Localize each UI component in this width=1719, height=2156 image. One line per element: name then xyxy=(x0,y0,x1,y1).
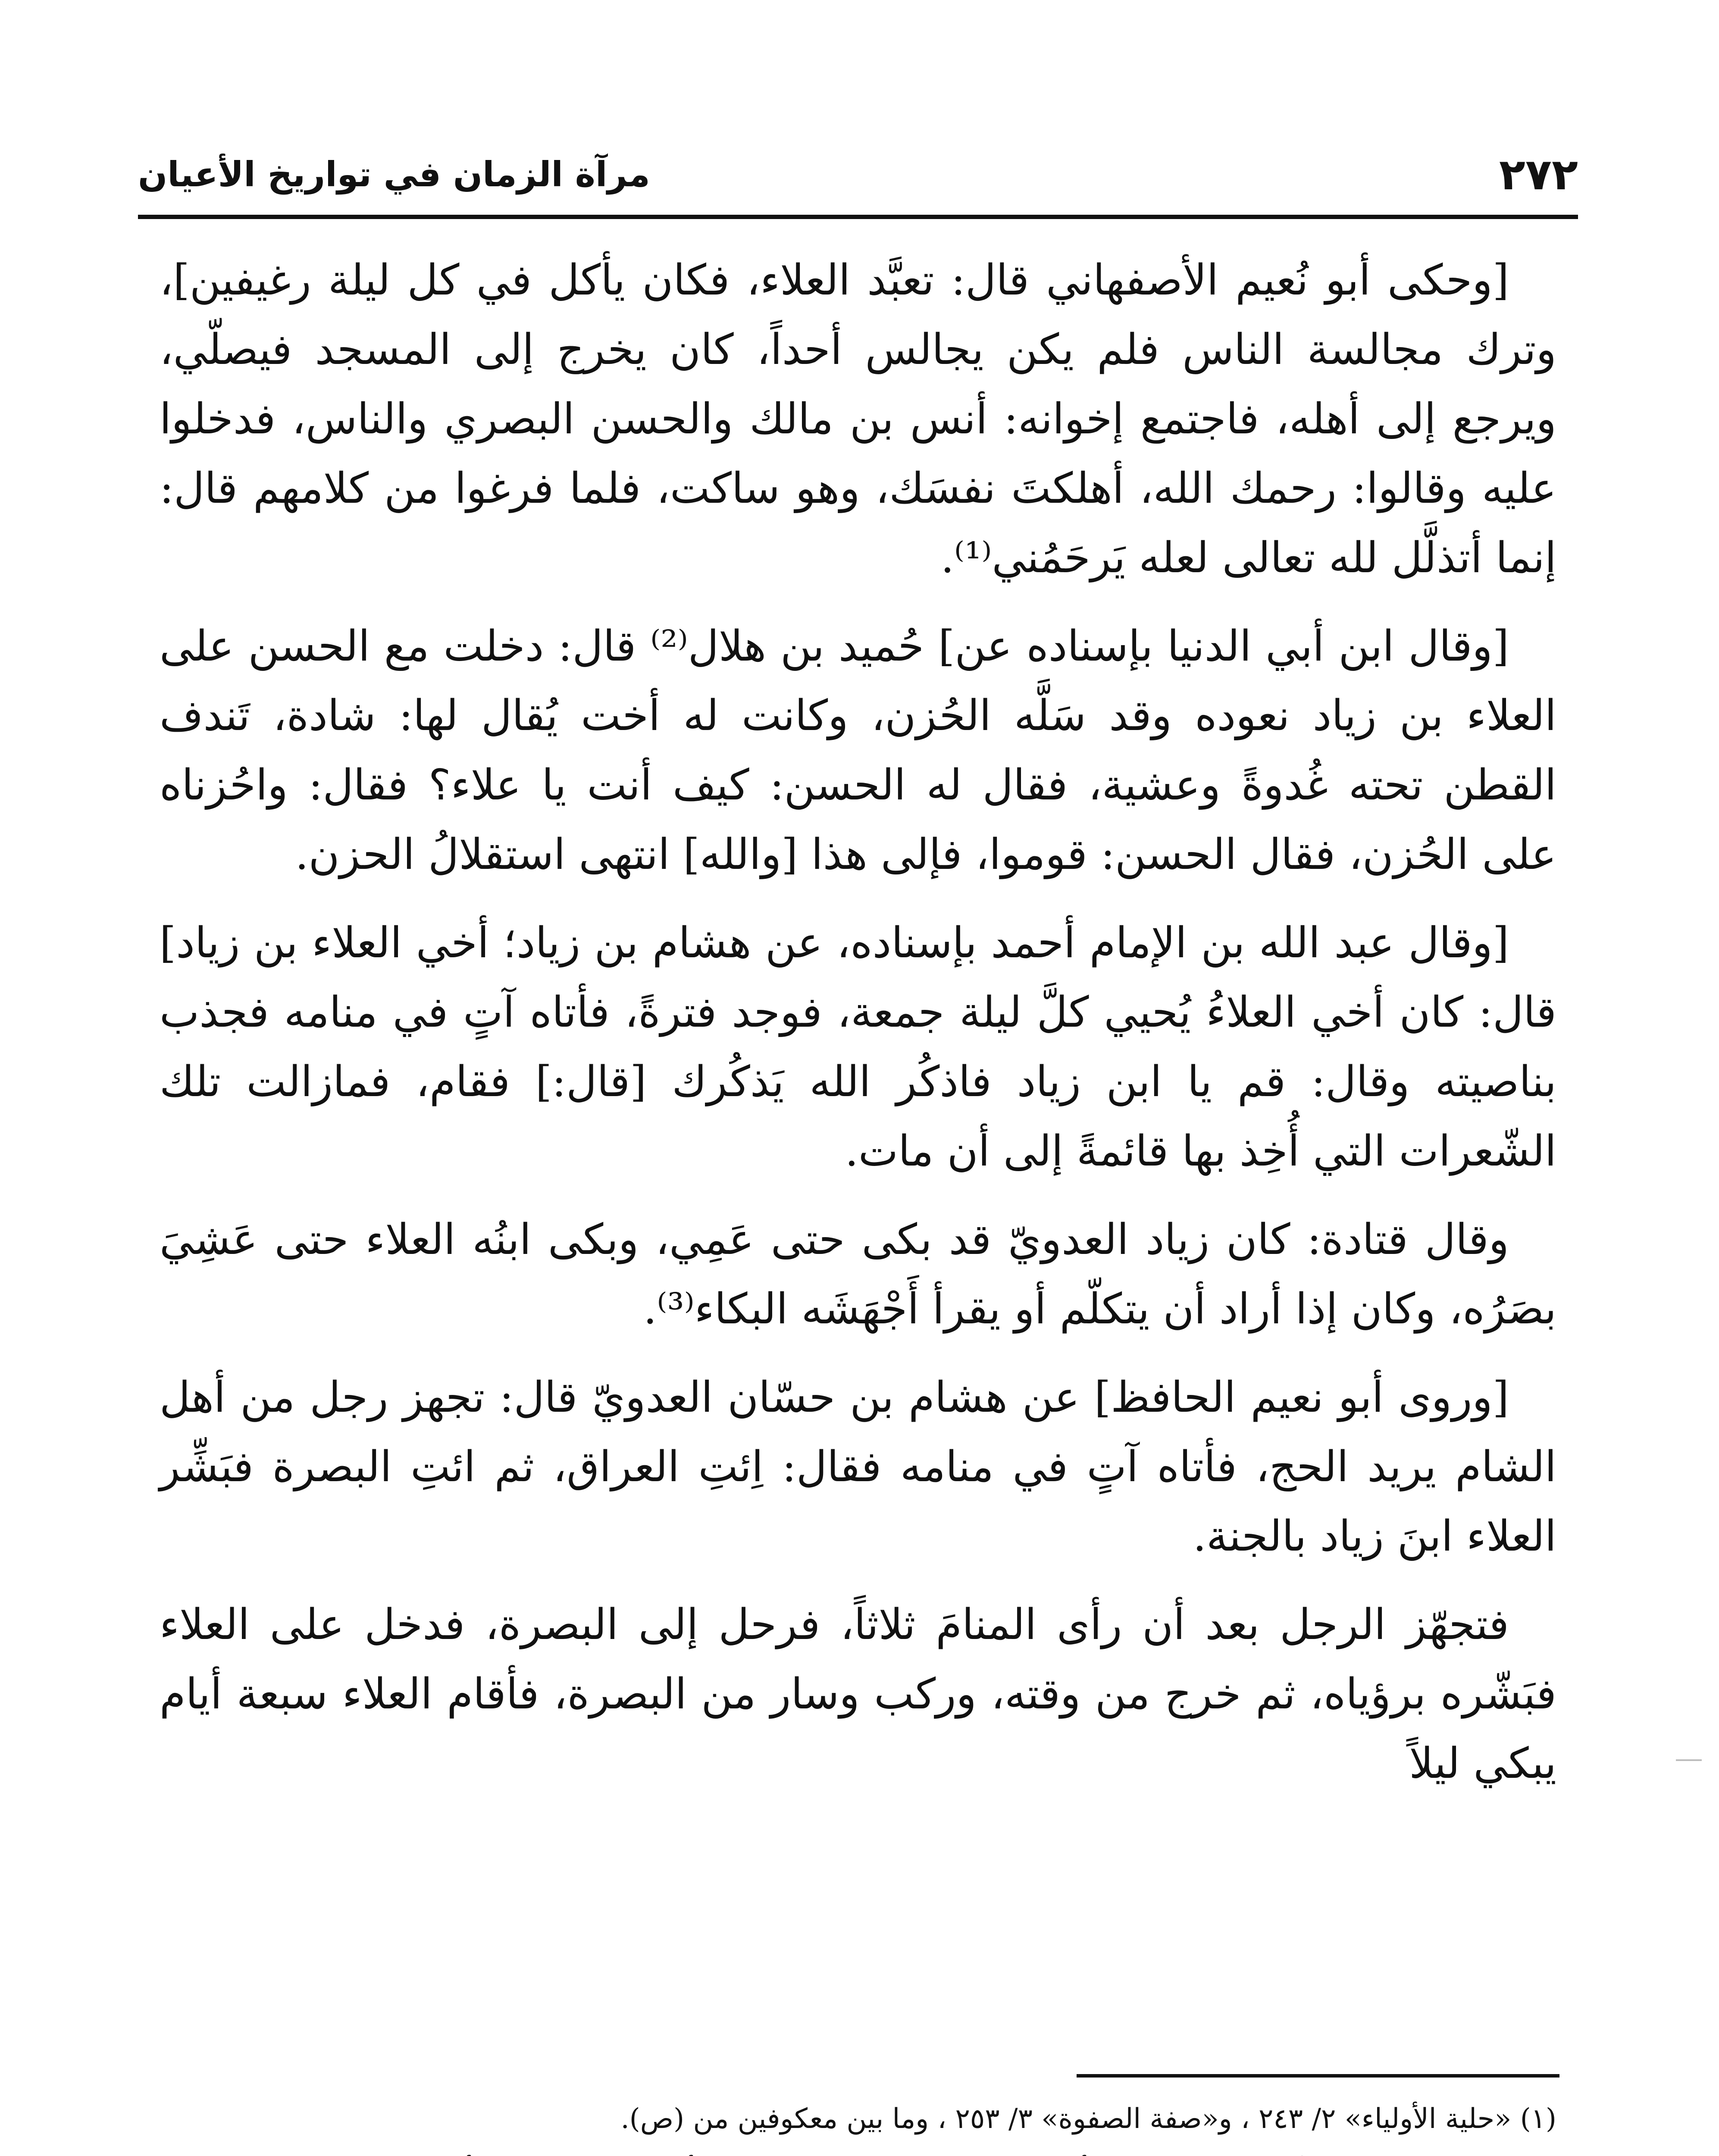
running-header xyxy=(138,142,1578,207)
footnote: (١) «حلية الأولياء» ٢/ ٢٤٣ ، و«صفة الصفوة» ٣/ ٢٥٣ ، وما بين معكوفين من (ص). xyxy=(620,2103,1556,2135)
page-number: ٢٧٢ xyxy=(1499,149,1578,200)
paragraph: [وقال عبد الله بن الإمام أحمد بإسناده، عن هشام بن زياد؛ أخي العلاء بن زياد] قال: كان أخي العلاءُ يُحيي كلَّ ليلة جمعة، فوجد فترةً، فأتاه آتٍ في منامه فجذب بناصيته وقال: قم يا ابن زياد فاذكُر الله يَذكُرك [قال:] فقام، فمازالت تلك الشّعرات التي أُخِذ بها قائمةً إلى أن مات. xyxy=(160,918,1556,1176)
paragraph: وقال قتادة: كان زياد العدويّ قد بكى حتى عَمِي، وبكى ابنُه العلاء حتى عَشِيَ بصَرُه، وكان إذا أراد أن يتكلّم أو يقرأ أَجْهَشَه البكاء⁽³⁾. xyxy=(160,1215,1556,1334)
scan-artifact xyxy=(1676,1759,1702,1761)
footnotes xyxy=(160,2096,1556,2156)
paragraph: [وحكى أبو نُعيم الأصفهاني قال: تعبَّد العلاء، فكان يأكل في كل ليلة رغيفين]، وترك مجالسة الناس فلم يكن يجالس أحداً، كان يخرج إلى المسجد فيصلّي، ويرجع إلى أهله، فاجتمع إخوانه: أنس بن مالك والحسن البصري والناس، فدخلوا عليه وقالوا: رحمك الله، أهلكتَ نفسَك، وهو ساكت، فلما فرغوا من كلامهم قال: إنما أتذلَّل لله تعالى لعله يَرحَمُني⁽¹⁾. xyxy=(160,256,1556,583)
paragraph: فتجهّز الرجل بعد أن رأى المنامَ ثلاثاً، فرحل إلى البصرة، فدخل على العلاء فبَشّره برؤياه، ثم خرج من وقته، وركب وسار من البصرة، فأقام العلاء سبعة أيام يبكي ليلاً xyxy=(160,1600,1556,1788)
header-rule xyxy=(138,215,1578,219)
running-title: مرآة الزمان في تواريخ الأعيان xyxy=(138,154,650,194)
paragraph: [وروى أبو نعيم الحافظ] عن هشام بن حسّان العدويّ قال: تجهز رجل من أهل الشام يريد الحج، فأتاه آتٍ في منامه فقال: اِئتِ العراق، ثم ائتِ البصرة فبَشِّر العلاء ابنَ زياد بالجنة. xyxy=(160,1373,1556,1561)
paragraph: [وقال ابن أبي الدنيا بإسناده عن] حُميد بن هلال⁽²⁾ قال: دخلت مع الحسن على العلاء بن زياد نعوده وقد سَلَّه الحُزن، وكانت له أخت يُقال لها: شادة، تَندف القطن تحته غُدوةً وعشية، فقال له الحسن: كيف أنت يا علاء؟ فقال: واحُزناه على الحُزن، فقال الحسن: قوموا، فإلى هذا [والله] انتهى استقلالُ الحزن. xyxy=(160,622,1556,879)
footnote-rule xyxy=(1077,2074,1559,2078)
footnote xyxy=(160,2150,1556,2156)
main-text xyxy=(160,246,1556,1818)
